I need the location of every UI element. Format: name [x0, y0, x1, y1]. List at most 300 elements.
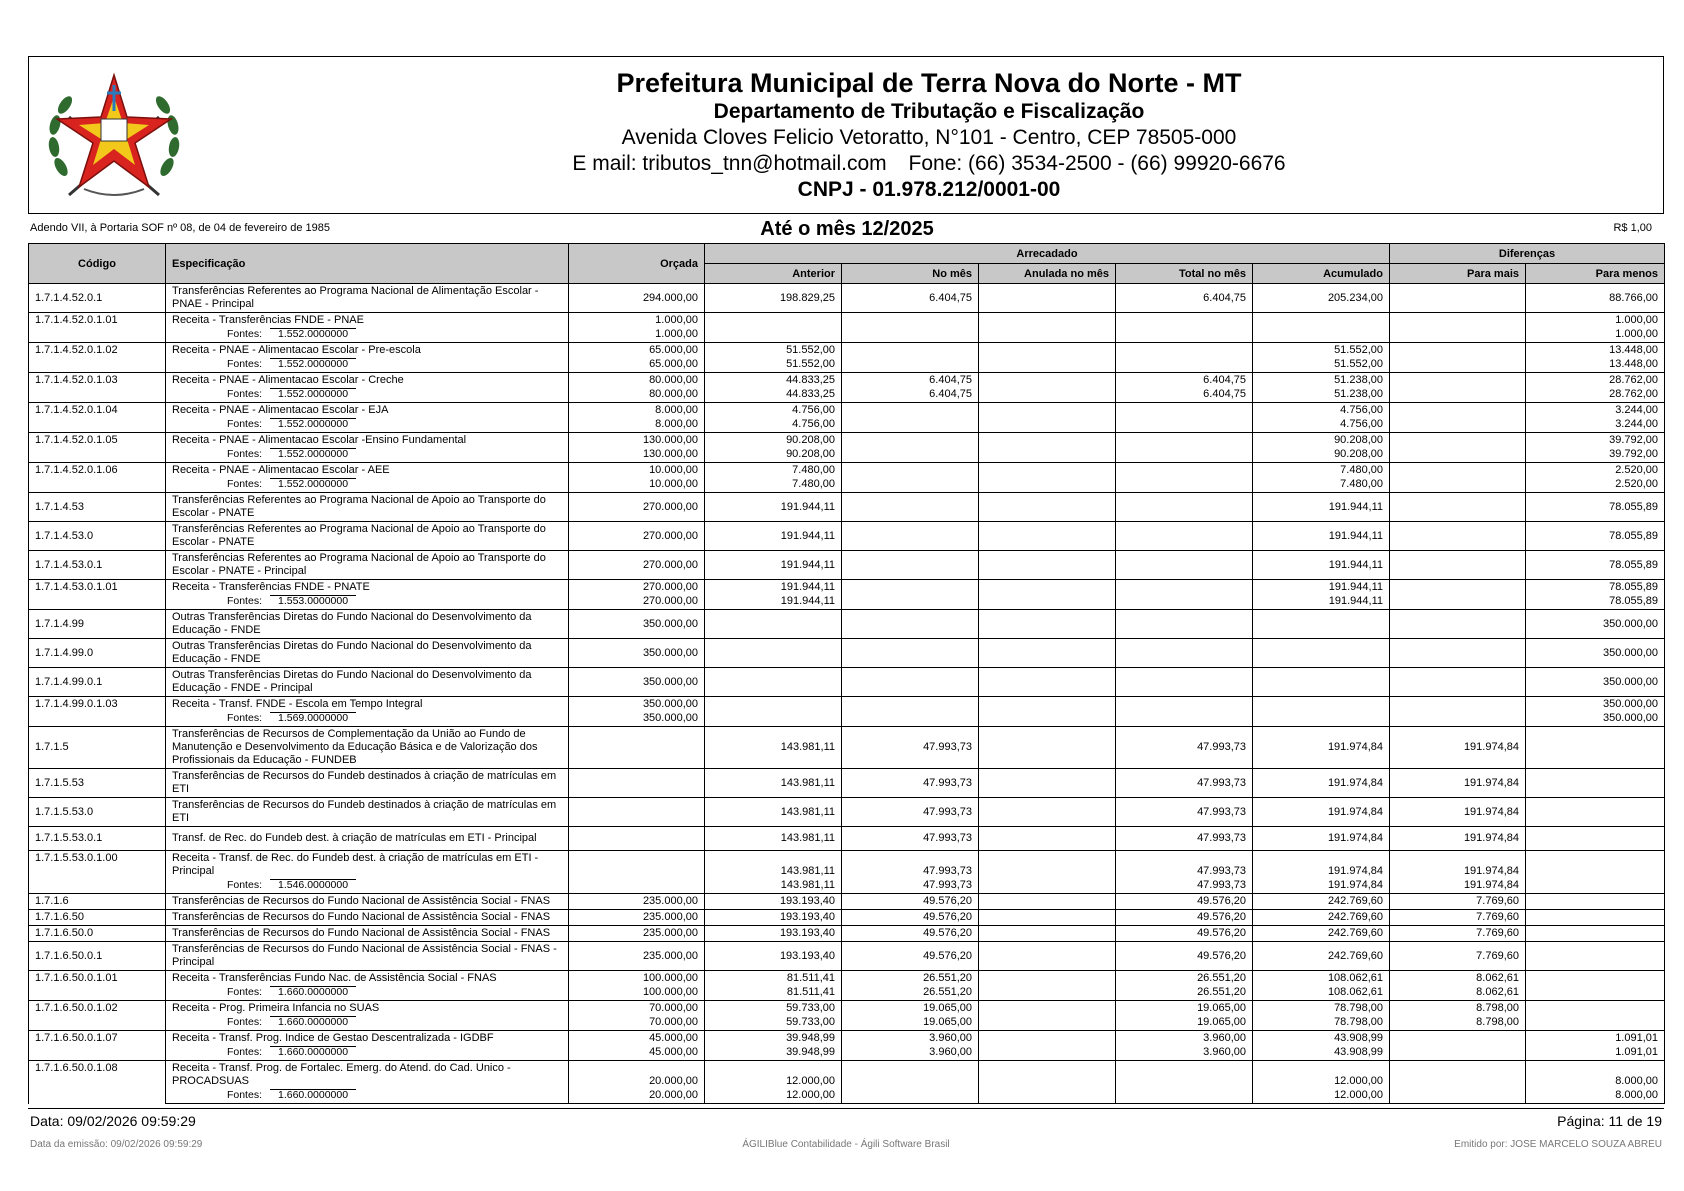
fonte-cell: [166, 986, 569, 1001]
emission-date: Data da emissão: 09/02/2026 09:59:29: [30, 1139, 203, 1150]
fonte-row: [29, 879, 1665, 894]
fonte-anterior-cell: 39.948,99: [705, 1046, 842, 1061]
fonte-para-mais-cell: [1390, 1046, 1526, 1061]
fonte-row: [29, 478, 1665, 493]
row-description: Receita - PNAE - Alimentacao Escolar - Pre-escola: [166, 343, 569, 359]
currency-unit: R$ 1,00: [1613, 222, 1652, 234]
acumulado-cell: [1253, 668, 1390, 697]
total-mes-cell: 19.065,00: [1116, 1001, 1253, 1017]
anterior-cell: 143.981,11: [705, 769, 842, 798]
acumulado-cell: 191.944,11: [1253, 551, 1390, 580]
acumulado-cell: 108.062,61: [1253, 971, 1390, 987]
fonte-anulada-cell: [979, 478, 1116, 493]
fonte-para-menos-cell: 78.055,89: [1526, 595, 1665, 610]
acumulado-cell: 51.238,00: [1253, 373, 1390, 389]
anterior-cell: [705, 668, 842, 697]
fonte-orcada-cell: 8.000,00: [569, 418, 705, 433]
fonte-row: [29, 1089, 1665, 1104]
acumulado-cell: 242.769,60: [1253, 910, 1390, 926]
orcada-cell: 270.000,00: [569, 580, 705, 596]
fonte-acumulado-cell: 43.908,99: [1253, 1046, 1390, 1061]
fonte-para-mais-cell: [1390, 478, 1526, 493]
fonte-para-mais-cell: [1390, 712, 1526, 727]
fontes-label: Fontes:: [226, 328, 262, 340]
para-mais-cell: [1390, 433, 1526, 449]
para-mais-cell: 8.798,00: [1390, 1001, 1526, 1017]
anulada-cell: [979, 551, 1116, 580]
fonte-cell: [166, 1089, 569, 1104]
anterior-cell: 81.511,41: [705, 971, 842, 987]
fonte-para-menos-cell: 8.000,00: [1526, 1089, 1665, 1104]
no-mes-cell: [842, 313, 979, 329]
table-row: [29, 926, 1665, 942]
total-mes-cell: [1116, 639, 1253, 668]
para-menos-cell: [1526, 827, 1665, 851]
anterior-cell: 193.193,40: [705, 894, 842, 910]
orcada-cell: 70.000,00: [569, 1001, 705, 1017]
fonte-para-mais-cell: [1390, 448, 1526, 463]
fonte-total-mes-cell: 6.404,75: [1116, 388, 1253, 403]
fonte-orcada-cell: 70.000,00: [569, 1016, 705, 1031]
anterior-cell: 12.000,00: [705, 1061, 842, 1090]
orcada-cell: 235.000,00: [569, 926, 705, 942]
para-mais-cell: [1390, 668, 1526, 697]
fonte-no-mes-cell: 3.960,00: [842, 1046, 979, 1061]
row-description: Transferências Referentes ao Programa Nacional de Apoio ao Transporte do Escolar - PNATE: [166, 493, 569, 522]
acumulado-cell: 7.480,00: [1253, 463, 1390, 479]
para-menos-cell: [1526, 727, 1665, 769]
anterior-cell: 191.944,11: [705, 551, 842, 580]
total-mes-cell: [1116, 493, 1253, 522]
para-mais-cell: 191.974,84: [1390, 769, 1526, 798]
table-row: [29, 580, 1665, 596]
no-mes-cell: [842, 493, 979, 522]
para-mais-cell: 191.974,84: [1390, 727, 1526, 769]
table-row: [29, 284, 1665, 313]
orcada-cell: 8.000,00: [569, 403, 705, 419]
total-mes-cell: [1116, 697, 1253, 713]
fontes-label: Fontes:: [226, 986, 262, 998]
orcada-cell: 235.000,00: [569, 910, 705, 926]
fonte-no-mes-cell: [842, 478, 979, 493]
row-description: Receita - PNAE - Alimentacao Escolar - AEE: [166, 463, 569, 479]
row-description: Transferências de Recursos do Fundo Nacional de Assistência Social - FNAS: [166, 894, 569, 910]
fonte-code: 1.552.0000000: [270, 448, 356, 460]
fonte-code: 1.552.0000000: [270, 328, 356, 340]
fonte-anterior-cell: 59.733,00: [705, 1016, 842, 1031]
para-mais-cell: [1390, 1031, 1526, 1047]
fonte-row: [29, 418, 1665, 433]
orcada-cell: 350.000,00: [569, 697, 705, 713]
anulada-cell: [979, 639, 1116, 668]
fonte-cell: [166, 448, 569, 463]
fonte-anterior-cell: 143.981,11: [705, 879, 842, 894]
annex-note: Adendo VII, à Portaria SOF nº 08, de 04 de fevereiro de 1985: [30, 222, 330, 234]
anulada-cell: [979, 668, 1116, 697]
fonte-para-menos-cell: 28.762,00: [1526, 388, 1665, 403]
row-description: Receita - Transf. Prog. de Fortalec. Emerg. do Atend. do Cad. Unico - PROCADSUAS: [166, 1061, 569, 1090]
anterior-cell: 4.756,00: [705, 403, 842, 419]
fontes-label: Fontes:: [226, 1016, 262, 1028]
fonte-orcada-cell: 45.000,00: [569, 1046, 705, 1061]
table-row: [29, 1061, 1665, 1090]
fonte-anterior-cell: 12.000,00: [705, 1089, 842, 1104]
table-row: [29, 551, 1665, 580]
total-mes-cell: 49.576,20: [1116, 926, 1253, 942]
acumulado-cell: 191.974,84: [1253, 851, 1390, 880]
fonte-para-mais-cell: 8.798,00: [1390, 1016, 1526, 1031]
fonte-orcada-cell: 350.000,00: [569, 712, 705, 727]
no-mes-cell: 49.576,20: [842, 942, 979, 971]
fonte-acumulado-cell: 51.552,00: [1253, 358, 1390, 373]
fonte-cell: [166, 879, 569, 894]
fonte-para-mais-cell: 8.062,61: [1390, 986, 1526, 1001]
anulada-cell: [979, 727, 1116, 769]
total-mes-cell: [1116, 610, 1253, 639]
table-row: [29, 697, 1665, 713]
fonte-anterior-cell: 44.833,25: [705, 388, 842, 403]
orcada-cell: 10.000,00: [569, 463, 705, 479]
row-code: 1.7.1.4.99: [29, 610, 166, 639]
fonte-total-mes-cell: 19.065,00: [1116, 1016, 1253, 1031]
para-menos-cell: 350.000,00: [1526, 697, 1665, 713]
col-header-diferencas: Diferenças: [1390, 244, 1665, 264]
fontes-label: Fontes:: [226, 595, 262, 607]
para-menos-cell: 350.000,00: [1526, 639, 1665, 668]
acumulado-cell: [1253, 697, 1390, 713]
acumulado-cell: 191.974,84: [1253, 827, 1390, 851]
col-header-acumulado: Acumulado: [1253, 264, 1390, 284]
para-mais-cell: [1390, 343, 1526, 359]
orcada-cell: 130.000,00: [569, 433, 705, 449]
fonte-anterior-cell: [705, 712, 842, 727]
para-mais-cell: [1390, 580, 1526, 596]
acumulado-cell: 191.944,11: [1253, 580, 1390, 596]
fonte-orcada-cell: 130.000,00: [569, 448, 705, 463]
orcada-cell: 270.000,00: [569, 551, 705, 580]
fonte-anulada-cell: [979, 712, 1116, 727]
acumulado-cell: [1253, 610, 1390, 639]
para-mais-cell: 7.769,60: [1390, 894, 1526, 910]
fonte-anulada-cell: [979, 879, 1116, 894]
total-mes-cell: 26.551,20: [1116, 971, 1253, 987]
col-header-para-mais: Para mais: [1390, 264, 1526, 284]
fontes-label: Fontes:: [226, 712, 262, 724]
fontes-label: Fontes:: [226, 388, 262, 400]
para-menos-cell: 350.000,00: [1526, 668, 1665, 697]
fonte-anterior-cell: 4.756,00: [705, 418, 842, 433]
row-code: 1.7.1.4.99.0: [29, 639, 166, 668]
no-mes-cell: 19.065,00: [842, 1001, 979, 1017]
para-mais-cell: [1390, 1061, 1526, 1090]
para-menos-cell: [1526, 910, 1665, 926]
acumulado-cell: 242.769,60: [1253, 942, 1390, 971]
page-number: Página: 11 de 19: [1557, 1113, 1662, 1129]
report-date: Data: 09/02/2026 09:59:29: [30, 1113, 196, 1129]
table-row: [29, 942, 1665, 971]
fonte-code: 1.552.0000000: [270, 358, 356, 370]
row-description: Receita - Transf. de Rec. do Fundeb dest. à criação de matrículas em ETI - Principal: [166, 851, 569, 880]
revenue-table: [28, 243, 1665, 1104]
fonte-cell: [166, 1046, 569, 1061]
anterior-cell: [705, 639, 842, 668]
table-row: [29, 727, 1665, 769]
fonte-row: [29, 388, 1665, 403]
para-menos-cell: 2.520,00: [1526, 463, 1665, 479]
para-menos-cell: [1526, 769, 1665, 798]
fonte-para-menos-cell: 2.520,00: [1526, 478, 1665, 493]
fonte-code: 1.660.0000000: [270, 1089, 356, 1101]
row-description: Receita - Transferências Fundo Nac. de Assistência Social - FNAS: [166, 971, 569, 987]
fontes-label: Fontes:: [226, 418, 262, 430]
para-mais-cell: [1390, 610, 1526, 639]
fonte-code: 1.552.0000000: [270, 388, 356, 400]
no-mes-cell: 47.993,73: [842, 727, 979, 769]
row-code: 1.7.1.6.50.0: [29, 926, 166, 942]
row-description: Transferências de Recursos do Fundeb destinados à criação de matrículas em ETI: [166, 769, 569, 798]
cnpj-line: CNPJ - 01.978.212/0001-00: [797, 178, 1061, 201]
row-code: 1.7.1.5.53: [29, 769, 166, 798]
orcada-cell: [569, 727, 705, 769]
row-code: 1.7.1.4.52.0.1: [29, 284, 166, 313]
report-header: [28, 56, 1664, 214]
anulada-cell: [979, 580, 1116, 596]
acumulado-cell: 4.756,00: [1253, 403, 1390, 419]
anterior-cell: 59.733,00: [705, 1001, 842, 1017]
orcada-cell: 235.000,00: [569, 942, 705, 971]
table-row: [29, 971, 1665, 987]
orcada-cell: [569, 798, 705, 827]
no-mes-cell: [842, 343, 979, 359]
anterior-cell: 191.944,11: [705, 493, 842, 522]
fonte-total-mes-cell: [1116, 478, 1253, 493]
table-row: [29, 343, 1665, 359]
para-mais-cell: [1390, 313, 1526, 329]
anulada-cell: [979, 1031, 1116, 1047]
anulada-cell: [979, 894, 1116, 910]
anterior-cell: [705, 697, 842, 713]
para-menos-cell: [1526, 942, 1665, 971]
fonte-row: [29, 595, 1665, 610]
phone-text: Fone: (66) 3534-2500 - (66) 99920-6676: [908, 152, 1286, 175]
anulada-cell: [979, 798, 1116, 827]
row-description: Receita - Prog. Primeira Infancia no SUAS: [166, 1001, 569, 1017]
anulada-cell: [979, 971, 1116, 987]
para-menos-cell: [1526, 971, 1665, 987]
table-row: [29, 668, 1665, 697]
table-row: [29, 373, 1665, 389]
orcada-cell: 350.000,00: [569, 668, 705, 697]
fonte-total-mes-cell: [1116, 328, 1253, 343]
fonte-no-mes-cell: 6.404,75: [842, 388, 979, 403]
acumulado-cell: 90.208,00: [1253, 433, 1390, 449]
para-mais-cell: 191.974,84: [1390, 827, 1526, 851]
anulada-cell: [979, 433, 1116, 449]
no-mes-cell: [842, 522, 979, 551]
fonte-acumulado-cell: [1253, 328, 1390, 343]
acumulado-cell: 12.000,00: [1253, 1061, 1390, 1090]
row-description: Transferências de Recursos de Complementação da União ao Fundo de Manutenção e Desenvolvimento da Educação Básica e de Valorização dos Profissionais da Educação - FUNDEB: [166, 727, 569, 769]
anterior-cell: 90.208,00: [705, 433, 842, 449]
total-mes-cell: [1116, 343, 1253, 359]
fonte-para-mais-cell: [1390, 358, 1526, 373]
fonte-para-menos-cell: 3.244,00: [1526, 418, 1665, 433]
fonte-row: [29, 448, 1665, 463]
para-menos-cell: 78.055,89: [1526, 551, 1665, 580]
para-menos-cell: [1526, 798, 1665, 827]
para-menos-cell: 78.055,89: [1526, 580, 1665, 596]
no-mes-cell: [842, 697, 979, 713]
fonte-para-mais-cell: [1390, 1089, 1526, 1104]
fonte-code: 1.546.0000000: [270, 879, 356, 891]
row-description: Transferências de Recursos do Fundo Nacional de Assistência Social - FNAS - Principal: [166, 942, 569, 971]
orcada-cell: 80.000,00: [569, 373, 705, 389]
para-menos-cell: [1526, 1001, 1665, 1017]
row-code: 1.7.1.5.53.0: [29, 798, 166, 827]
fonte-total-mes-cell: [1116, 712, 1253, 727]
fonte-total-mes-cell: 26.551,20: [1116, 986, 1253, 1001]
fontes-label: Fontes:: [226, 358, 262, 370]
fonte-acumulado-cell: [1253, 712, 1390, 727]
anulada-cell: [979, 1061, 1116, 1090]
fonte-acumulado-cell: 108.062,61: [1253, 986, 1390, 1001]
fonte-para-menos-cell: [1526, 1016, 1665, 1031]
no-mes-cell: 6.404,75: [842, 373, 979, 389]
acumulado-cell: 205.234,00: [1253, 284, 1390, 313]
total-mes-cell: 3.960,00: [1116, 1031, 1253, 1047]
orcada-cell: 1.000,00: [569, 313, 705, 329]
table-row: [29, 910, 1665, 926]
fonte-anterior-cell: 7.480,00: [705, 478, 842, 493]
anterior-cell: [705, 313, 842, 329]
fonte-para-mais-cell: 191.974,84: [1390, 879, 1526, 894]
fonte-no-mes-cell: [842, 328, 979, 343]
col-header-anterior: Anterior: [705, 264, 842, 284]
row-description: Outras Transferências Diretas do Fundo Nacional do Desenvolvimento da Educação - FNDE - Principal: [166, 668, 569, 697]
fonte-para-menos-cell: 1.091,01: [1526, 1046, 1665, 1061]
fonte-orcada-cell: 10.000,00: [569, 478, 705, 493]
total-mes-cell: 6.404,75: [1116, 284, 1253, 313]
fonte-para-menos-cell: 1.000,00: [1526, 328, 1665, 343]
acumulado-cell: 191.944,11: [1253, 522, 1390, 551]
para-menos-cell: 78.055,89: [1526, 493, 1665, 522]
fonte-total-mes-cell: [1116, 595, 1253, 610]
fonte-para-mais-cell: [1390, 418, 1526, 433]
fonte-no-mes-cell: [842, 448, 979, 463]
fonte-cell: [166, 712, 569, 727]
total-mes-cell: 47.993,73: [1116, 727, 1253, 769]
anterior-cell: 198.829,25: [705, 284, 842, 313]
total-mes-cell: [1116, 313, 1253, 329]
acumulado-cell: 191.974,84: [1253, 769, 1390, 798]
fonte-anulada-cell: [979, 595, 1116, 610]
total-mes-cell: 49.576,20: [1116, 894, 1253, 910]
table-row: [29, 639, 1665, 668]
orcada-cell: 235.000,00: [569, 894, 705, 910]
anulada-cell: [979, 343, 1116, 359]
orcada-cell: 270.000,00: [569, 522, 705, 551]
row-description: Receita - PNAE - Alimentacao Escolar - EJA: [166, 403, 569, 419]
row-code: 1.7.1.6.50.0.1.08: [29, 1061, 166, 1104]
total-mes-cell: [1116, 433, 1253, 449]
anulada-cell: [979, 942, 1116, 971]
orcada-cell: 45.000,00: [569, 1031, 705, 1047]
report-subheader: [30, 220, 1664, 244]
row-description: Transf. de Rec. do Fundeb dest. à criação de matrículas em ETI - Principal: [166, 827, 569, 851]
para-mais-cell: 7.769,60: [1390, 942, 1526, 971]
anterior-cell: 143.981,11: [705, 851, 842, 880]
row-description: Receita - PNAE - Alimentacao Escolar -Ensino Fundamental: [166, 433, 569, 449]
acumulado-cell: 191.974,84: [1253, 727, 1390, 769]
fonte-no-mes-cell: 19.065,00: [842, 1016, 979, 1031]
fonte-row: [29, 328, 1665, 343]
row-code: 1.7.1.5.53.0.1.00: [29, 851, 166, 894]
fonte-no-mes-cell: [842, 595, 979, 610]
fonte-anulada-cell: [979, 328, 1116, 343]
fonte-orcada-cell: 80.000,00: [569, 388, 705, 403]
department-name: Departamento de Tributação e Fiscalização: [713, 100, 1145, 123]
fonte-code: 1.660.0000000: [270, 986, 356, 998]
row-code: 1.7.1.4.52.0.1.04: [29, 403, 166, 433]
row-code: 1.7.1.4.52.0.1.03: [29, 373, 166, 403]
table-row: [29, 769, 1665, 798]
para-menos-cell: 28.762,00: [1526, 373, 1665, 389]
row-code: 1.7.1.6.50.0.1: [29, 942, 166, 971]
total-mes-cell: 47.993,73: [1116, 827, 1253, 851]
fontes-label: Fontes:: [226, 1046, 262, 1058]
row-code: 1.7.1.4.53.0.1.01: [29, 580, 166, 610]
fonte-anulada-cell: [979, 358, 1116, 373]
table-row: [29, 1001, 1665, 1017]
row-code: 1.7.1.4.52.0.1.01: [29, 313, 166, 343]
anulada-cell: [979, 910, 1116, 926]
fontes-label: Fontes:: [226, 448, 262, 460]
anterior-cell: 143.981,11: [705, 827, 842, 851]
row-description: Transferências Referentes ao Programa Nacional de Apoio ao Transporte do Escolar - PNATE - Principal: [166, 551, 569, 580]
table-row: [29, 522, 1665, 551]
row-code: 1.7.1.6.50: [29, 910, 166, 926]
para-menos-cell: 350.000,00: [1526, 610, 1665, 639]
acumulado-cell: 242.769,60: [1253, 894, 1390, 910]
table-row: [29, 1031, 1665, 1047]
no-mes-cell: [842, 551, 979, 580]
fonte-acumulado-cell: 191.944,11: [1253, 595, 1390, 610]
row-code: 1.7.1.4.52.0.1.05: [29, 433, 166, 463]
total-mes-cell: [1116, 668, 1253, 697]
page-footer: [28, 1108, 1664, 1131]
fonte-total-mes-cell: [1116, 448, 1253, 463]
fonte-para-menos-cell: 39.792,00: [1526, 448, 1665, 463]
contact-line: [529, 151, 1329, 177]
fonte-cell: [166, 358, 569, 373]
fonte-code: 1.660.0000000: [270, 1046, 356, 1058]
row-code: 1.7.1.4.99.0.1: [29, 668, 166, 697]
para-mais-cell: [1390, 551, 1526, 580]
anulada-cell: [979, 827, 1116, 851]
fonte-acumulado-cell: 191.974,84: [1253, 879, 1390, 894]
acumulado-cell: 51.552,00: [1253, 343, 1390, 359]
table-row: [29, 798, 1665, 827]
para-mais-cell: [1390, 284, 1526, 313]
row-code: 1.7.1.5.53.0.1: [29, 827, 166, 851]
fonte-orcada-cell: 1.000,00: [569, 328, 705, 343]
fonte-para-menos-cell: 350.000,00: [1526, 712, 1665, 727]
para-mais-cell: [1390, 493, 1526, 522]
table-row: [29, 493, 1665, 522]
no-mes-cell: 49.576,20: [842, 926, 979, 942]
anterior-cell: 193.193,40: [705, 910, 842, 926]
para-menos-cell: 78.055,89: [1526, 522, 1665, 551]
